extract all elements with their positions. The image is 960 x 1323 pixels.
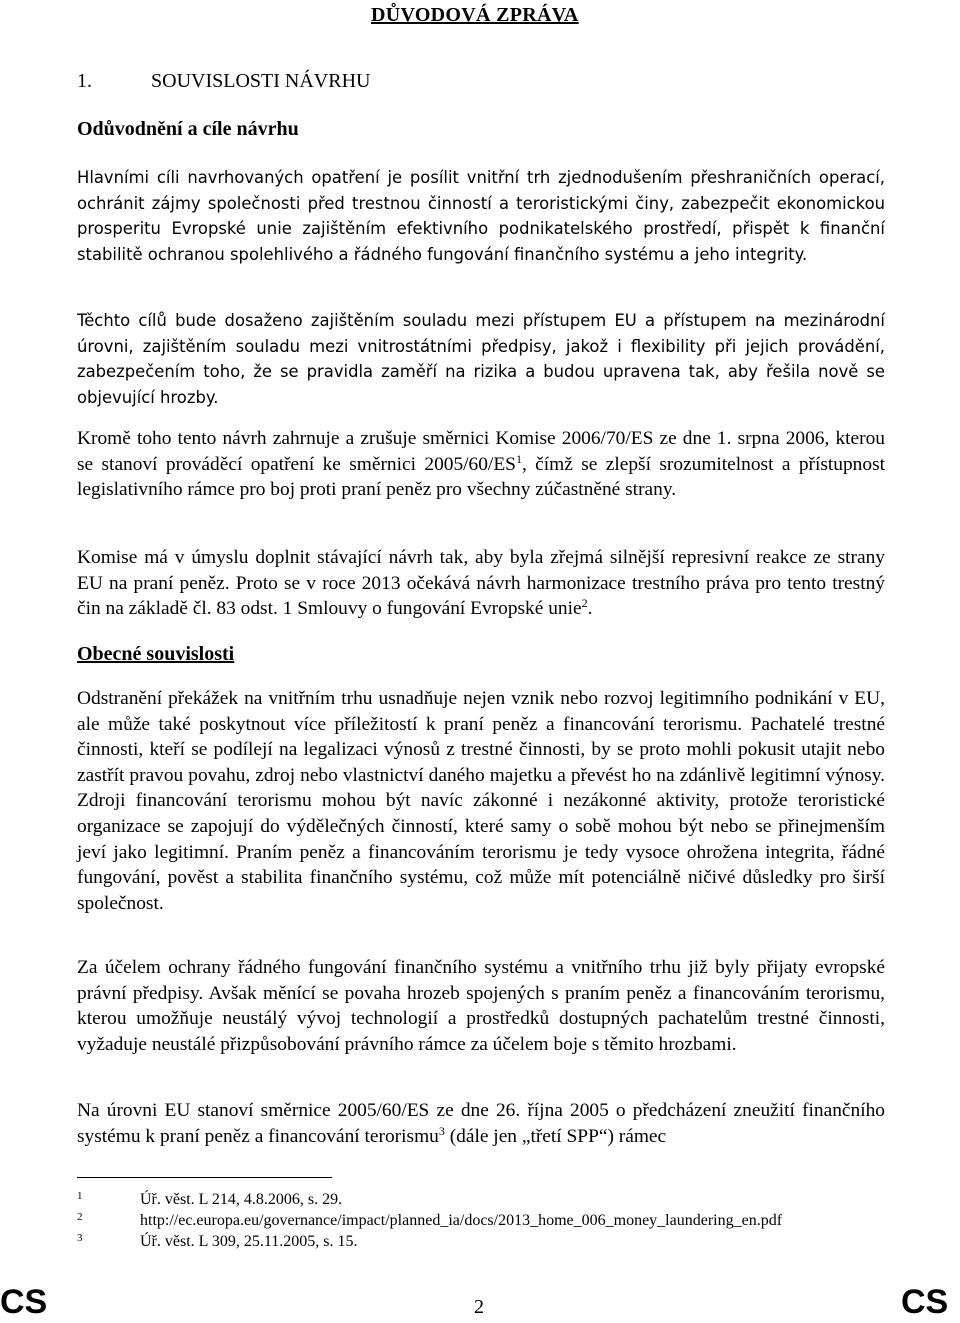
footnote-separator [77, 1177, 332, 1178]
footnote-ref-2[interactable]: 2 [581, 595, 588, 610]
paragraph-directive [77, 1098, 885, 1149]
paragraph-directive-text-a: Na úrovni EU stanoví směrnice 2005/60/ES ze dne 26. října 2005 o předcházení zneužití finančního systému k praní peněz a financování terorismu [77, 1100, 885, 1147]
paragraph-repeal-text-a: Kromě toho tento návrh zahrnuje a zrušuje směrnici Komise 2006/70/ES ze dne 1. srpna 2006, kterou se stanoví prováděcí opatření ke směrnici 2005/60/ES [77, 428, 885, 475]
paragraph-consistency: Těchto cílů bude dosaženo zajištěním souladu mezi přístupem EU a přístupem na mezinárodní úrovni, zajištěním souladu mezi vnitrostátními předpisy, jakož i flexibility při jejich provádění, zabezpečením toho, že se pravidla zaměří na rizika a budou upravena tak, aby řešila nově se objevující hrozby. [77, 311, 885, 407]
footnote-number: 3 [77, 1232, 83, 1244]
section-label: SOUVISLOSTI NÁVRHU [151, 70, 371, 92]
paragraph-directive-text-b: (dále jen „třetí SPP“) rámec [444, 1125, 667, 1147]
footnote-number: 1 [77, 1190, 83, 1202]
paragraph-repeal [77, 426, 885, 503]
section-number: 1. [77, 70, 92, 92]
paragraph-commission-text-b: . [587, 598, 593, 620]
footnote-link[interactable]: http://ec.europa.eu/governance/impact/planned_ia/docs/2013_home_006_money_laundering_en.pdf [140, 1212, 783, 1229]
page-number: 2 [474, 1296, 484, 1318]
footnote-text: Úř. věst. L 214, 4.8.2006, s. 29. [140, 1191, 343, 1208]
footnote-ref-3[interactable]: 3 [438, 1123, 445, 1138]
language-code-right: CS [901, 1283, 949, 1321]
document-title: DŮVODOVÁ ZPRÁVA [371, 4, 579, 26]
paragraph-repeal-text-b: , čímž se zlepší srozumitelnost a přístupnost legislativního rámce pro boj proti praní peněz pro všechny zúčastněné strany. [77, 453, 886, 501]
footnote-number: 2 [77, 1211, 83, 1223]
footnote-ref-1[interactable]: 1 [515, 451, 522, 466]
paragraph-commission-intent [77, 545, 885, 622]
footnote-1 [77, 1187, 342, 1209]
section-heading [77, 70, 370, 93]
language-code-left: CS [0, 1283, 48, 1321]
footnote-text: Úř. věst. L 309, 25.11.2005, s. 15. [140, 1233, 358, 1250]
footnote-3 [77, 1229, 357, 1251]
subheading-goals: Odůvodnění a cíle návrhu [77, 118, 299, 140]
subheading-context: Obecné souvislosti [77, 643, 235, 665]
paragraph-goals: Hlavními cíli navrhovaných opatření je posílit vnitřní trh zjednodušením přeshraničních operací, ochránit zájmy společnosti před trestnou činností a teroristickými činy, zabezpečit ekonomickou prosperitu Evropské unie zajištěním efektivního podnikatelského prostředí, přispět k finanční stabilitě ochranou spolehlivého a řádného fungování finančního systému a jeho integrity. [77, 168, 885, 264]
paragraph-context: Odstranění překážek na vnitřním trhu usnadňuje nejen vznik nebo rozvoj legitimního podnikání v EU, ale může také poskytnout více příležitostí k praní peněz a financování terorismu. Pachatelé trestné činnosti, kteří se podílejí na legalizaci výnosů z trestné činnosti, by se proto mohli pokusit utajit nebo zastřít pravou povahu, zdroj nebo vlastnictví daného majetku a převést ho na zdánlivě legitimní výnosy. Zdroji financování terorismu mohou být navíc zákonné i nezákonné aktivity, protože teroristické organizace se zapojují do výdělečných činností, které samy o sobě mohou být nebo se přinejmenším jeví jako legitimní. Praním peněz a financováním terorismu je tedy vysoce ohrožena integrita, řádné fungování, pověst a stabilita finančního systému, což může mít potenciálně ničivé důsledky pro širší společnost. [77, 688, 885, 914]
paragraph-commission-text-a: Komise má v úmyslu doplnit stávající návrh tak, aby byla zřejmá silnější represivní reakce ze strany EU na praní peněz. Proto se v roce 2013 očekává návrh harmonizace trestního práva pro tento trestný čin na základě čl. 83 odst. 1 Smlouvy o fungování Evropské unie [77, 547, 885, 620]
footnote-2 [77, 1208, 782, 1230]
paragraph-protection: Za účelem ochrany řádného fungování finančního systému a vnitřního trhu již byly přijaty evropské právní předpisy. Avšak měnící se povaha hrozeb spojených s praním peněz a financováním terorismu, kterou umožňuje neustálý vývoj technologií a prostředků dostupných pachatelům trestné činnosti, vyžaduje neustálé přizpůsobování právního rámce za účelem boje s těmito hrozbami. [77, 957, 885, 1055]
